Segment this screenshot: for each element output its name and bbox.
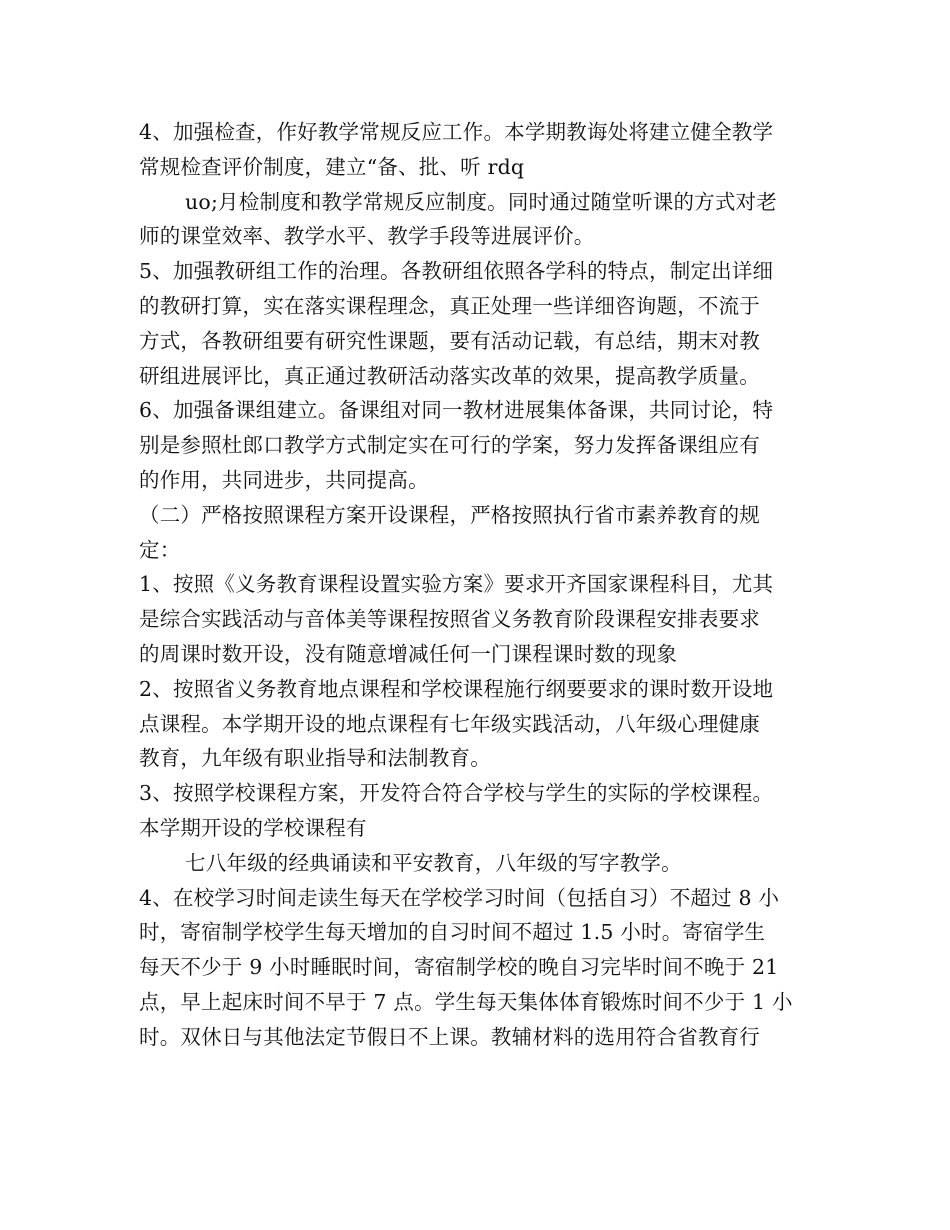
text-line: 4、加强检查，作好教学常规反应工作。本学期教诲处将建立健全教学	[139, 120, 774, 144]
text-line: 的作用，共同进步，共同提高。	[139, 467, 429, 492]
text-line: 的周课时数开设，没有随意增减任何一门课程课时数的现象	[139, 641, 678, 666]
text-line: 6、加强备课组建立。备课组对同一教材进展集体备课，共同讨论，特	[139, 398, 774, 423]
text-line: 七八年级的经典诵读和平安教育，八年级的写字教学。	[185, 850, 682, 875]
text-line: 别是参照杜郎口教学方式制定实在可行的学案，努力发挥备课组应有	[139, 433, 760, 458]
section-heading-line: 定：	[139, 537, 181, 562]
text-line: 1、按照《义务教育课程设置实验方案》要求开齐国家课程科目，尤其	[139, 572, 774, 597]
text-line: 本学期开设的学校课程有	[139, 815, 367, 840]
text-line: 每天不少于 9 小时睡眠时间，寄宿制学校的晚自习完毕时间不晚于 21	[139, 955, 779, 980]
text-line: 时。双休日与其他法定节假日不上课。教辅材料的选用符合省教育行	[139, 1024, 760, 1049]
text-line: 点课程。本学期开设的地点课程有七年级实践活动，八年级心理健康	[139, 711, 760, 736]
text-line: 方式，各教研组要有研究性课题，要有活动记载，有总结，期末对教	[139, 328, 760, 353]
text-line: 常规检查评价制度，建立“备、批、听 rdq	[139, 154, 525, 179]
text-line: uo;月检制度和教学常规反应制度。同时通过随堂听课的方式对老	[185, 189, 777, 214]
document-body	[139, 115, 811, 1055]
text-line: 是综合实践活动与音体美等课程按照省义务教育阶段课程安排表要求	[139, 607, 760, 632]
text-line: 的教研打算，实在落实课程理念，真正处理一些详细咨询题，不流于	[139, 293, 760, 318]
text-line: 教育，九年级有职业指导和法制教育。	[139, 746, 491, 771]
text-line: 4、在校学习时间走读生每天在学校学习时间（包括自习）不超过 8 小	[139, 885, 780, 910]
text-line: 师的课堂效率、教学水平、教学手段等进展评价。	[139, 224, 595, 249]
section-heading-line: （二）严格按照课程方案开设课程，严格按照执行省市素养教育的规	[139, 502, 760, 527]
text-line: 5、加强教研组工作的治理。各教研组依照各学科的特点，制定出详细	[139, 259, 774, 284]
text-line: 研组进展评比，真正通过教研活动落实改革的效果，提高教学质量。	[139, 363, 760, 388]
text-line: 3、按照学校课程方案，开发符合符合学校与学生的实际的学校课程。	[139, 781, 774, 806]
text-line: 2、按照省义务教育地点课程和学校课程施行纲要要求的课时数开设地	[139, 676, 774, 701]
text-line: 时，寄宿制学校学生每天增加的自习时间不超过 1.5 小时。寄宿学生	[139, 920, 766, 945]
text-line: 点，早上起床时间不早于 7 点。学生每天集体体育锻炼时间不少于 1 小	[139, 989, 793, 1014]
